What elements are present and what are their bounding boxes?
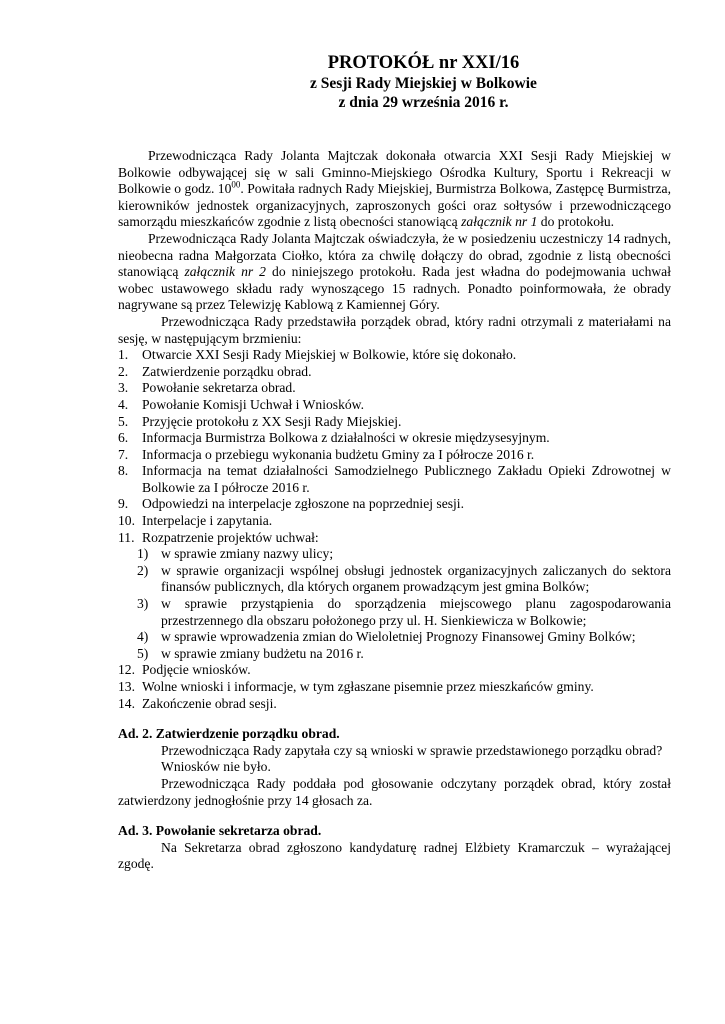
item-text: Interpelacje i zapytania. — [142, 513, 273, 529]
item-number: 5) — [137, 645, 149, 661]
item-text: Wolne wnioski i informacje, w tym zgłaszane pisemnie przez mieszkańców gminy. — [142, 679, 594, 694]
section-heading-ad3: Ad. 3. Powołanie sekretarza obrad. — [118, 823, 322, 839]
intro-paragraph-2 — [118, 231, 671, 314]
list-item — [118, 414, 671, 431]
item-number: 2) — [137, 562, 149, 578]
item-text: Przyjęcie protokołu z XX Sesji Rady Miejskiej. — [142, 413, 402, 429]
agenda-list-tail — [118, 662, 671, 712]
attachment-2-ref: załącznik nr 2 — [184, 264, 266, 280]
intro-p2-text-b: do niniejszego protokołu. Rada jest władna do podejmowania uchwał wobec ustawowego składu rady wynoszącego 15 radnych. Ponadto poinformowała, że obrady nagrywane są przez Telewizję Kablową z Kamiennej Góry. — [118, 264, 671, 313]
item-text: w sprawie zmiany nazwy ulicy; — [161, 546, 334, 562]
item-number: 4) — [137, 629, 149, 645]
document-page — [118, 52, 671, 873]
item-number: 7. — [118, 446, 129, 462]
intro-p1-text-a: Przewodnicząca Rady Jolanta Majtczak dokonała otwarcia XXI Sesji Rady Miejskiej w Bolkowie odbywającej się w sali Gminno-Miejskiego Ośrodka Kultury, Sportu i Rekreacji w Bolkowie o godz. 10 — [118, 148, 671, 197]
list-item — [118, 430, 671, 447]
item-text: w sprawie wprowadzenia zmian do Wieloletniej Prognozy Finansowej Gminy Bolków; — [161, 629, 636, 645]
resolutions-list — [118, 546, 671, 662]
item-text: Powołanie sekretarza obrad. — [142, 380, 296, 396]
list-item — [137, 546, 671, 563]
item-number: 13. — [118, 679, 135, 694]
item-text: Zakończenie obrad sesji. — [142, 695, 277, 711]
intro-section — [118, 148, 671, 347]
item-number: 2. — [118, 363, 129, 379]
item-text: Zatwierdzenie porządku obrad. — [142, 363, 312, 379]
time-superscript: 00 — [231, 179, 241, 190]
list-item — [137, 646, 671, 663]
item-text: Informacja o przebiegu wykonania budżetu Gminy za I półrocze 2016 r. — [142, 446, 535, 462]
item-number: 3. — [118, 380, 129, 396]
section-heading-ad2: Ad. 2. Zatwierdzenie porządku obrad. — [118, 726, 340, 742]
item-number: 4. — [118, 396, 129, 412]
list-item — [118, 347, 671, 364]
intro-paragraph-3: Przewodnicząca Rady przedstawiła porządek obrad, który radni otrzymali z materiałami na sesję, w następującym brzmieniu: — [118, 313, 671, 346]
document-date: z dnia 29 września 2016 r. — [338, 94, 509, 111]
ad2-paragraph-2: Wniosków nie było. — [161, 759, 271, 775]
item-text: w sprawie zmiany budżetu na 2016 r. — [161, 645, 364, 661]
list-item — [137, 629, 671, 646]
item-number: 1. — [118, 347, 129, 363]
item-number: 11. — [118, 529, 135, 545]
intro-paragraph-1 — [118, 148, 671, 231]
list-item — [118, 513, 671, 530]
item-number: 12. — [118, 662, 135, 678]
item-text: w sprawie przystąpienia do sporządzenia miejscowego planu zagospodarowania przestrzennego dla obszaru położonego przy ul. H. Sienkiewicza w Bolkowie; — [161, 596, 671, 628]
item-text: Powołanie Komisji Uchwał i Wniosków. — [142, 396, 365, 412]
list-item — [137, 596, 671, 629]
list-item — [118, 496, 671, 513]
intro-p1-text-c: do protokołu. — [537, 214, 615, 230]
document-subtitle: z Sesji Rady Miejskiej w Bolkowie — [310, 75, 537, 92]
attachment-1-ref: załącznik nr 1 — [461, 214, 538, 230]
item-text: Informacja Burmistrza Bolkowa z działalności w okresie międzysesyjnym. — [142, 430, 550, 446]
item-number: 6. — [118, 430, 129, 446]
item-number: 9. — [118, 496, 129, 512]
agenda-list — [118, 347, 671, 546]
list-item — [118, 530, 671, 547]
intro-p2-text-a: Przewodnicząca Rady Jolanta Majtczak oświadczyła, że w posiedzeniu uczestniczy 14 radnych, nieobecna radna Małgorzata Ciołko, która za chwilę dołączy do obrad, zgodnie z listą obecności stanowiącą — [118, 230, 671, 280]
ad2-paragraph-3: Przewodnicząca Rady poddała pod głosowanie odczytany porządek obrad, który został zatwierdzony jednogłośnie przy 14 głosach za. — [118, 775, 671, 808]
item-number: 1) — [137, 546, 149, 562]
item-number: 5. — [118, 413, 129, 429]
list-item — [118, 397, 671, 414]
item-text: Otwarcie XXI Sesji Rady Miejskiej w Bolkowie, które się dokonało. — [142, 347, 517, 363]
list-item — [118, 463, 671, 496]
list-item — [118, 679, 671, 696]
list-item — [118, 380, 671, 397]
list-item — [137, 563, 671, 596]
item-number: 14. — [118, 695, 135, 711]
item-text: Podjęcie wniosków. — [142, 662, 251, 678]
list-item — [118, 447, 671, 464]
ad3-paragraph-1: Na Sekretarza obrad zgłoszono kandydaturę radnej Elżbiety Kramarczuk – wyrażającej zgodę. — [118, 839, 671, 872]
list-item — [118, 696, 671, 713]
ad2-paragraph-1: Przewodnicząca Rady zapytała czy są wnioski w sprawie przedstawionego porządku obrad? — [161, 742, 663, 758]
item-number: 3) — [137, 596, 149, 612]
item-text: Informacja na temat działalności Samodzielnego Publicznego Zakładu Opieki Zdrowotnej w Bolkowie za I półrocze 2016 r. — [142, 463, 671, 495]
item-number: 8. — [118, 463, 129, 479]
item-text: Rozpatrzenie projektów uchwał: — [142, 529, 319, 545]
item-text: Odpowiedzi na interpelacje zgłoszone na poprzedniej sesji. — [142, 496, 464, 512]
intro-p1-text-b: . Powitała radnych Rady Miejskiej, Burmistrza Bolkowa, Zastępcę Burmistrza, kierowników jednostek organizacyjnych, zaproszonych gości oraz sołtysów i przewodniczącego samorządu mieszkańców zgodnie z listą obecności stanowiącą — [118, 181, 671, 230]
list-item — [118, 364, 671, 381]
item-text: w sprawie organizacji wspólnej obsługi jednostek organizacyjnych zaliczanych do sektora finansów publicznych, dla których organem prowadzącym jest gmina Bolków; — [161, 562, 671, 595]
list-item — [118, 662, 671, 679]
item-number: 10. — [118, 513, 135, 529]
document-title: PROTOKÓŁ nr XXI/16 — [327, 53, 520, 73]
